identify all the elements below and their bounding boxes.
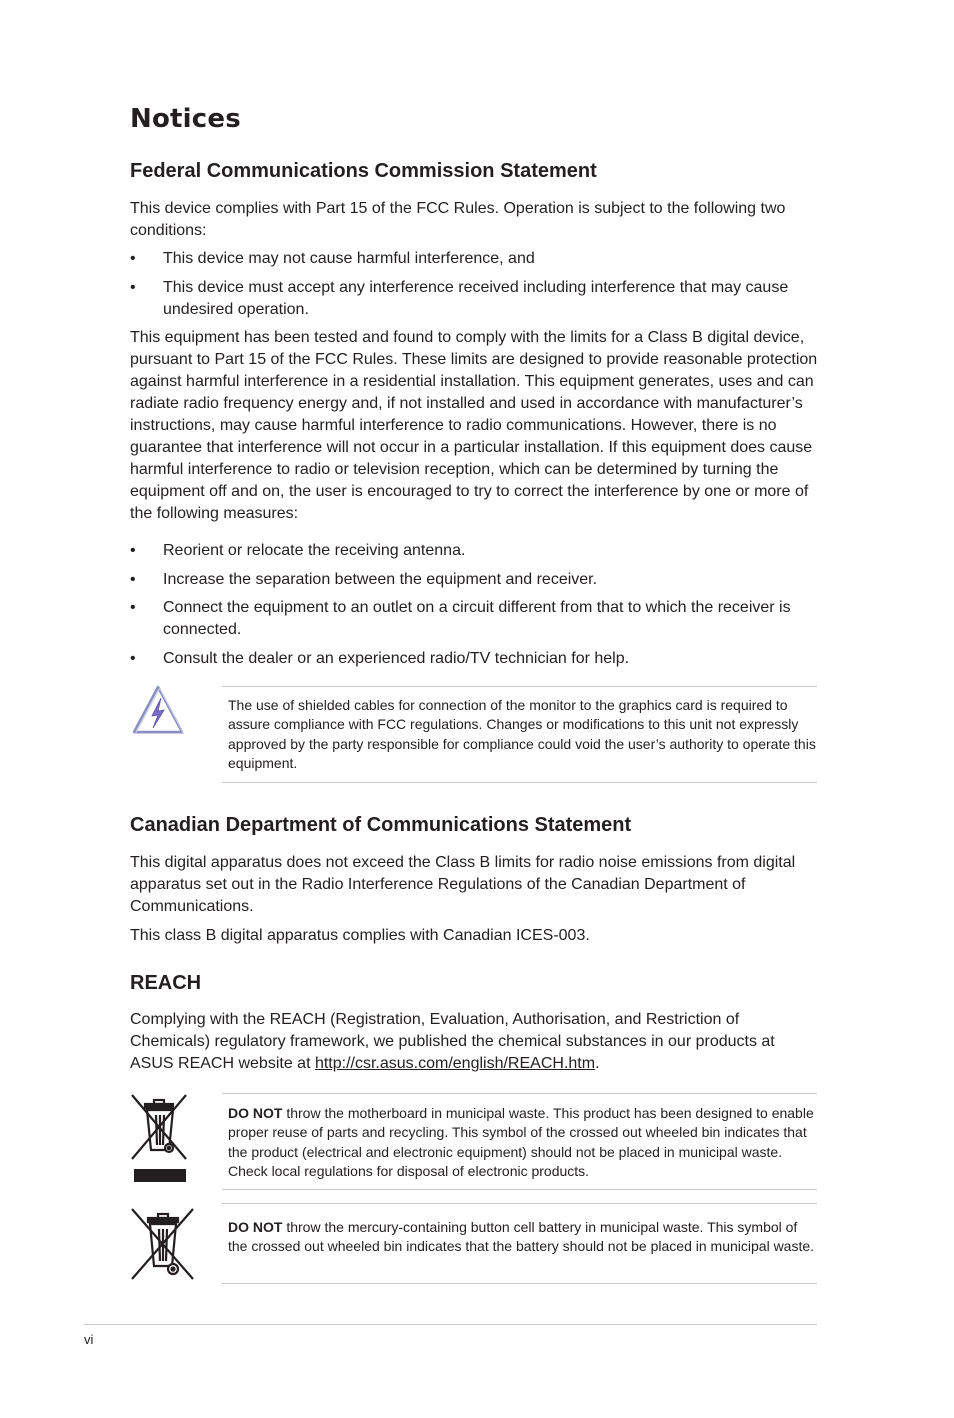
- battery-note-box: [222, 1203, 817, 1284]
- bullet-icon: •: [130, 570, 136, 588]
- canada-paragraph: This digital apparatus does not exceed the Class B limits for radio noise emissions from digital apparatus set out in the Radio Interference Regulations of the Canadian Department of Communications.: [130, 854, 796, 915]
- bullet-icon: •: [130, 649, 136, 667]
- list-item: • This device may not cause harmful interference, and: [130, 248, 820, 270]
- reach-heading: REACH: [130, 972, 202, 994]
- bullet-icon: •: [130, 278, 136, 296]
- crossed-bin-battery-icon: [130, 1207, 196, 1281]
- reach-website-link[interactable]: http://csr.asus.com/english/REACH.htm: [314, 1055, 596, 1072]
- fcc-note-text: The use of shielded cables for connection of the monitor to the graphics card is required to assure compliance with FCC regulations. Changes or modifications to this unit not expressly approved by the party responsible for compliance could void the user’s authority to operate this equipment.: [228, 697, 816, 771]
- bullet-icon: •: [130, 542, 136, 559]
- fcc-intro: This device complies with Part 15 of the FCC Rules. Operation is subject to the following two conditions:: [130, 200, 786, 239]
- list-item: • Increase the separation between the equipment and receiver.: [130, 569, 820, 591]
- list-item: • This device must accept any interference received including interference that may cause undesired operation.: [130, 278, 789, 318]
- canada-heading: Canadian Department of Communications Statement: [130, 814, 632, 836]
- footer-divider: [84, 1324, 817, 1325]
- page-number: vi: [84, 1332, 94, 1347]
- fcc-paragraph: This equipment has been tested and found to comply with the limits for a Class B digital device, pursuant to Part 15 of the FCC Rules. These limits are designed to provide reasonable protection against harmful interference in a residential installation. This equipment generates, uses and can radiate radio frequency energy and, if not installed and used in accordance with manufacturer’s instructions, may cause harmful interference to radio communications. However, there is no guarantee that interference will not occur in a particular installation. If this equipment does cause harmful interference to radio or television reception, which can be determined by turning the equipment off and on, the user is encouraged to try to correct the interference by one or more of the following measures:: [130, 329, 818, 522]
- fcc-note-box: [222, 686, 817, 783]
- crossed-bin-icon: [130, 1093, 190, 1185]
- weee-note-box: [222, 1093, 817, 1190]
- weee-note-text: DO NOT throw the motherboard in municipal waste. This product has been designed to enable proper reuse of parts and recycling. This symbol of the crossed out wheeled bin indicates that the product (electrical and electronic equipment) should not be placed in municipal waste. Check local regulations for disposal of electronic products.: [228, 1105, 814, 1179]
- page-title: Notices: [130, 104, 241, 134]
- reach-paragraph: Complying with the REACH (Registration, Evaluation, Authorisation, and Restriction of Chemicals) regulatory framework, we published the chemical substances in our products at ASUS REACH website at http://csr.asus.com/english/REACH.htm.: [130, 1011, 775, 1072]
- warning-lightning-icon: [131, 684, 185, 736]
- fcc-conditions-list: [130, 248, 820, 327]
- list-item: • Connect the equipment to an outlet on a circuit different from that to which the receiver is connected.: [130, 599, 791, 638]
- list-item: • Consult the dealer or an experienced radio/TV technician for help.: [130, 648, 820, 670]
- fcc-heading: Federal Communications Commission Statement: [130, 160, 597, 182]
- fcc-measures-list: [130, 540, 820, 676]
- canada-ices-text: This class B digital apparatus complies with Canadian ICES-003.: [130, 927, 590, 944]
- bullet-icon: •: [130, 599, 136, 616]
- battery-note-text: DO NOT throw the mercury-containing button cell battery in municipal waste. This symbol of the crossed out wheeled bin indicates that the battery should not be placed in municipal waste.: [228, 1219, 815, 1255]
- list-item: • Reorient or relocate the receiving antenna.: [130, 540, 820, 562]
- bullet-icon: •: [130, 250, 136, 267]
